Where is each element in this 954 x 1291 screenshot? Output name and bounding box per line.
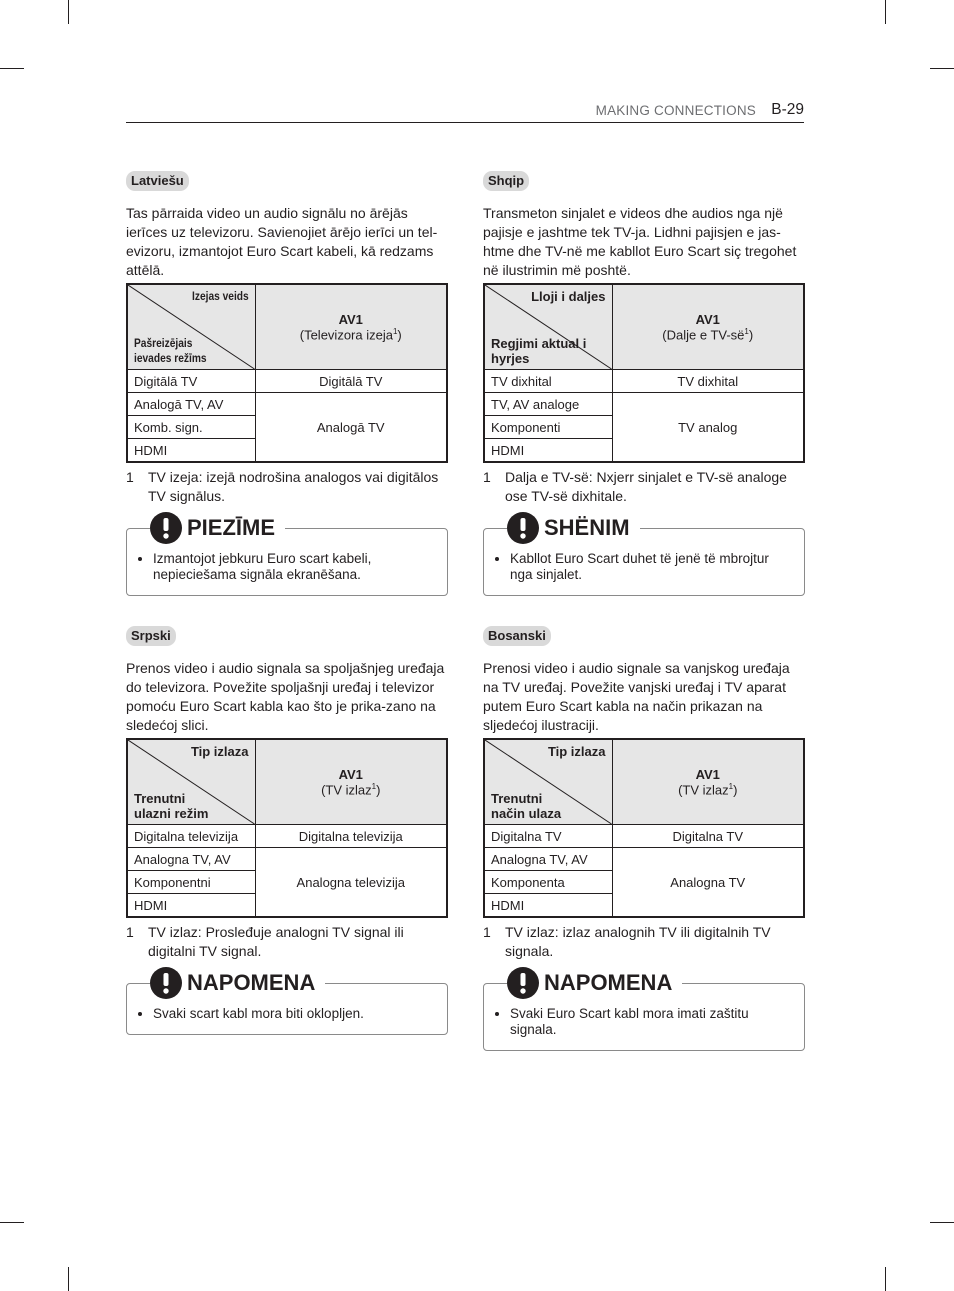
block-serbian bbox=[126, 626, 448, 1035]
note-title: PIEZĪME bbox=[187, 515, 276, 540]
merged-cell: Analogna TV bbox=[612, 848, 804, 918]
exclamation-icon bbox=[507, 967, 539, 999]
diagonal-header-cell bbox=[127, 284, 255, 370]
page-header bbox=[126, 100, 804, 123]
connection-table bbox=[483, 738, 805, 918]
footnote: 1 TV izlaz: izlaz analognih TV ili digitalnih TV signala. bbox=[483, 924, 771, 959]
note-item: • Kabllot Euro Scart duhet të jenë të mbrojtur nga sinjalet. bbox=[510, 551, 792, 583]
table-cell: Digitalna TV bbox=[612, 825, 804, 848]
table-cell: HDMI bbox=[484, 439, 612, 463]
crop-mark bbox=[885, 1267, 886, 1291]
language-label: Srpski bbox=[126, 626, 176, 646]
table-cell: Digitālā TV bbox=[127, 370, 255, 393]
output-type-label: Tip izlaza bbox=[547, 744, 606, 759]
intro-paragraph: Prenos video i audio signala sa spoljašnjeg uređaja do televizora. Povežite spoljašnji uređaj i televizor pomoću Euro Scart kabla kao što je prika-zano na sledećoj slici. bbox=[126, 660, 445, 733]
table-cell: Digitalna televizija bbox=[127, 825, 255, 848]
table-cell: HDMI bbox=[127, 894, 255, 918]
block-latvian bbox=[126, 171, 448, 596]
note-box bbox=[483, 515, 805, 596]
table-cell: Komponentni bbox=[127, 871, 255, 894]
footnote: 1 Dalja e TV-së: Nxjerr sinjalet e TV-së analoge ose TV-së dixhitale. bbox=[483, 469, 787, 504]
language-label: Shqip bbox=[483, 171, 529, 191]
section-title: MAKING CONNECTIONS bbox=[595, 103, 756, 118]
table-cell: Komponenti bbox=[484, 416, 612, 439]
av1-subtitle: (Televizora izeja$^1$) bbox=[299, 326, 402, 343]
note-box bbox=[483, 970, 805, 1051]
exclamation-icon bbox=[150, 967, 182, 999]
merged-cell: Analogna televizija bbox=[255, 848, 447, 918]
footnote: 1 TV izeja: izejā nodrošina analogos vai digitālos TV signālus. bbox=[126, 469, 439, 504]
language-label: Bosanski bbox=[483, 626, 551, 646]
table-cell: TV, AV analoge bbox=[484, 393, 612, 416]
av1-subtitle: (TV izlaz$^1$) bbox=[678, 781, 738, 798]
av1-header-cell bbox=[612, 739, 804, 825]
connection-table bbox=[483, 283, 805, 463]
table-cell: TV dixhital bbox=[484, 370, 612, 393]
input-mode-label: Trenutni način ulaza bbox=[491, 791, 562, 821]
diagonal-header-cell bbox=[484, 739, 612, 825]
table-cell: Analogna TV, AV bbox=[484, 848, 612, 871]
diagonal-header-cell bbox=[484, 284, 612, 370]
table-cell: Digitalna televizija bbox=[255, 825, 447, 848]
diagonal-header-cell bbox=[127, 739, 255, 825]
output-type-label: Izejas veids bbox=[191, 289, 249, 303]
av1-header-cell bbox=[255, 739, 447, 825]
crop-mark bbox=[930, 68, 954, 69]
merged-cell: TV analog bbox=[612, 393, 804, 463]
av1-subtitle: (Dalje e $TV-së^1$) bbox=[662, 326, 754, 343]
exclamation-icon bbox=[507, 512, 539, 544]
input-mode-label: Trenutni ulazni režim bbox=[134, 791, 209, 821]
note-item: • Izmantojot jebkuru Euro scart kabeli, nepieciešama signāla ekranēšana. bbox=[153, 551, 435, 583]
av1-header-cell bbox=[255, 284, 447, 370]
table-cell: TV dixhital bbox=[612, 370, 804, 393]
table-cell: Analogā TV, AV bbox=[127, 393, 255, 416]
crop-mark bbox=[0, 68, 24, 69]
page-number: B-29 bbox=[771, 101, 804, 118]
footnote: 1 TV izlaz: Prosleđuje analogni TV signal ili digitalni TV signal. bbox=[126, 924, 404, 959]
note-title: SHËNIM bbox=[544, 515, 630, 540]
output-type-label: Lloji i daljes bbox=[531, 289, 606, 304]
exclamation-icon bbox=[150, 512, 182, 544]
note-item: • Svaki scart kabl mora biti oklopljen. bbox=[153, 1006, 435, 1022]
crop-mark bbox=[68, 1267, 69, 1291]
connection-table bbox=[126, 283, 448, 463]
table-cell: Digitālā TV bbox=[255, 370, 447, 393]
table-cell: Komponenta bbox=[484, 871, 612, 894]
av1-subtitle: (TV izlaz$^1$) bbox=[321, 781, 381, 798]
crop-mark bbox=[885, 0, 886, 24]
language-label: Latviešu bbox=[126, 171, 189, 191]
intro-paragraph: Tas pārraida video un audio signālu no ārējās ierīces uz televizoru. Savienojiet ārējo ierīci un tel-evizoru, izmantojot Euro Scart kabeli, kā redzams attēlā. bbox=[126, 205, 438, 278]
crop-mark bbox=[68, 0, 69, 24]
av1-title: AV1 bbox=[338, 311, 363, 327]
av1-title: AV1 bbox=[338, 766, 363, 782]
note-title: NAPOMENA bbox=[544, 970, 673, 995]
block-bosnian bbox=[483, 626, 805, 1051]
crop-mark bbox=[0, 1222, 24, 1223]
output-type-label: Tip izlaza bbox=[190, 744, 249, 759]
note-title: NAPOMENA bbox=[187, 970, 316, 995]
table-cell: HDMI bbox=[484, 894, 612, 918]
intro-paragraph: Transmeton sinjalet e videos dhe audios nga një pajisje e jashtme tek TV-ja. Lidhni pajisjen e jas-htme dhe TV-në me kabllot Euro Scart siç tregohet në ilustrimin më poshtë. bbox=[483, 205, 797, 278]
av1-title: AV1 bbox=[695, 766, 720, 782]
crop-mark bbox=[930, 1222, 954, 1223]
note-item: • Svaki Euro Scart kabl mora imati zaštitu signala. bbox=[510, 1006, 792, 1038]
table-cell: Digitalna TV bbox=[484, 825, 612, 848]
table-cell: Komb. sign. bbox=[127, 416, 255, 439]
av1-title: AV1 bbox=[695, 311, 720, 327]
input-mode-label: Pašreizējais ievades režīms bbox=[134, 336, 207, 365]
intro-paragraph: Prenosi video i audio signale sa vanjskog uređaja na TV uređaj. Povežite vanjski uređaj i TV aparat putem Euro Scart kabla na način prikazan na sljedećoj ilustraciji. bbox=[483, 660, 790, 733]
merged-cell: Analogā TV bbox=[255, 393, 447, 463]
table-cell: Analogna TV, AV bbox=[127, 848, 255, 871]
table-cell: HDMI bbox=[127, 439, 255, 463]
input-mode-label: Regjimi aktual i hyrjes bbox=[491, 336, 587, 366]
block-albanian bbox=[483, 171, 805, 596]
note-box bbox=[126, 515, 448, 596]
connection-table bbox=[126, 738, 448, 918]
av1-header-cell bbox=[612, 284, 804, 370]
note-box bbox=[126, 970, 448, 1035]
